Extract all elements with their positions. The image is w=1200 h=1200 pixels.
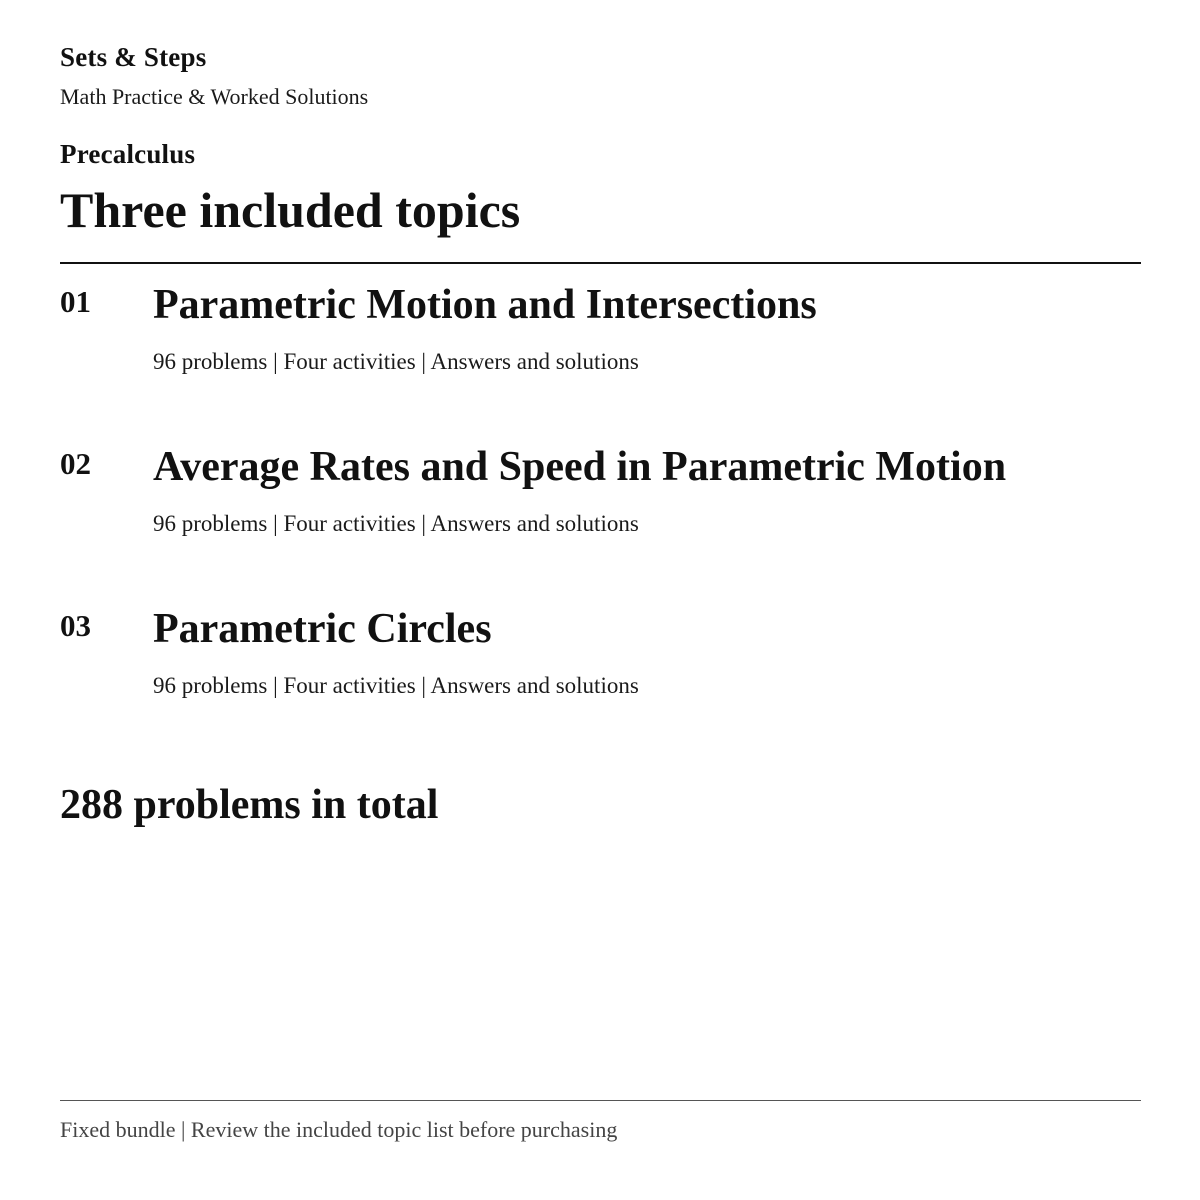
total-problems: 288 problems in total [60,782,439,828]
topic-number: 02 [60,446,91,481]
topic-details: 96 problems | Four activities | Answers and solutions [153,349,639,374]
topic-title: Average Rates and Speed in Parametric Motion [153,444,1007,490]
topic-item [60,280,1141,410]
topic-details: 96 problems | Four activities | Answers and solutions [153,511,639,536]
topic-item [60,604,1141,734]
footer-note: Fixed bundle | Review the included topic list before purchasing [60,1117,618,1142]
brand-tagline: Math Practice & Worked Solutions [60,84,369,109]
topic-title: Parametric Motion and Intersections [153,282,817,328]
category-label: Precalculus [60,139,196,169]
footer-divider [60,1100,1141,1101]
topic-title: Parametric Circles [153,606,492,652]
brand-name: Sets & Steps [60,42,207,72]
page-title: Three included topics [60,182,521,238]
topic-details: 96 problems | Four activities | Answers and solutions [153,673,639,698]
divider [60,262,1141,264]
topic-number: 01 [60,284,91,319]
topic-item [60,442,1141,572]
topic-number: 03 [60,608,91,643]
product-sheet [60,0,1141,1200]
